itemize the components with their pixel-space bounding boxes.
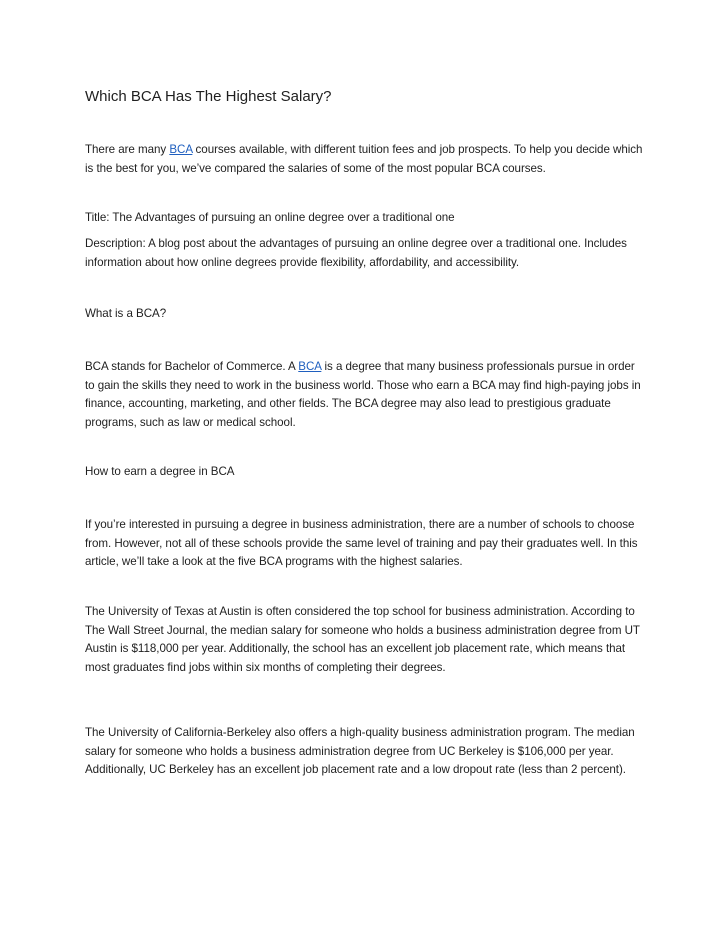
bca-link[interactable]: BCA — [298, 360, 322, 373]
what-is-bca-paragraph — [85, 358, 645, 432]
how-to-earn-heading: How to earn a degree in BCA — [85, 465, 235, 478]
post-title-paragraph: Title: The Advantages of pursuing an online degree over a traditional one — [85, 211, 455, 224]
intro-text-before: There are many — [85, 143, 170, 156]
what-text-before: BCA stands for Bachelor of Commerce. A — [85, 360, 299, 373]
post-description-paragraph: Description: A blog post about the advantages of pursuing an online degree over a traditional one. Includes information about how online degrees provide flexibility, affordability, and accessibility. — [85, 237, 627, 269]
what-is-bca-heading: What is a BCA? — [85, 307, 167, 320]
what-text-after: is a degree that many business professionals pursue in order to gain the skills they need to work in the business world. Those who earn a BCA may find high-paying jobs in finance, accounting, marketing, and other fields. The BCA degree may also lead to prestigious graduate programs, such as law or medical school. — [85, 360, 641, 429]
document-title: Which BCA Has The Highest Salary? — [85, 88, 332, 105]
intro-text-after: courses available, with different tuition fees and job prospects. To help you decide which is the best for you, we’ve compared the salaries of some of the most popular BCA courses. — [85, 143, 643, 175]
bca-link[interactable]: BCA — [169, 143, 193, 156]
how-to-earn-paragraph: If you’re interested in pursuing a degree in business administration, there are a number of schools to choose from. However, not all of these schools provide the same level of training and pay their graduates well. In this article, we’ll take a look at the five BCA programs with the highest salaries. — [85, 518, 638, 569]
berkeley-paragraph: The University of California-Berkeley also offers a high-quality business administration program. The median salary for someone who holds a business administration degree from UC Berkeley is $106,000 per year. Additionally, UC Berkeley has an excellent job placement rate and a low dropout rate (less than 2 percent). — [85, 726, 635, 777]
intro-paragraph — [85, 141, 645, 178]
texas-paragraph: The University of Texas at Austin is often considered the top school for business administration. According to The Wall Street Journal, the median salary for someone who holds a business administration degree from UT Austin is $118,000 per year. Additionally, the school has an excellent job placement rate, which means that most graduates find jobs within six months of completing their degrees. — [85, 605, 640, 674]
